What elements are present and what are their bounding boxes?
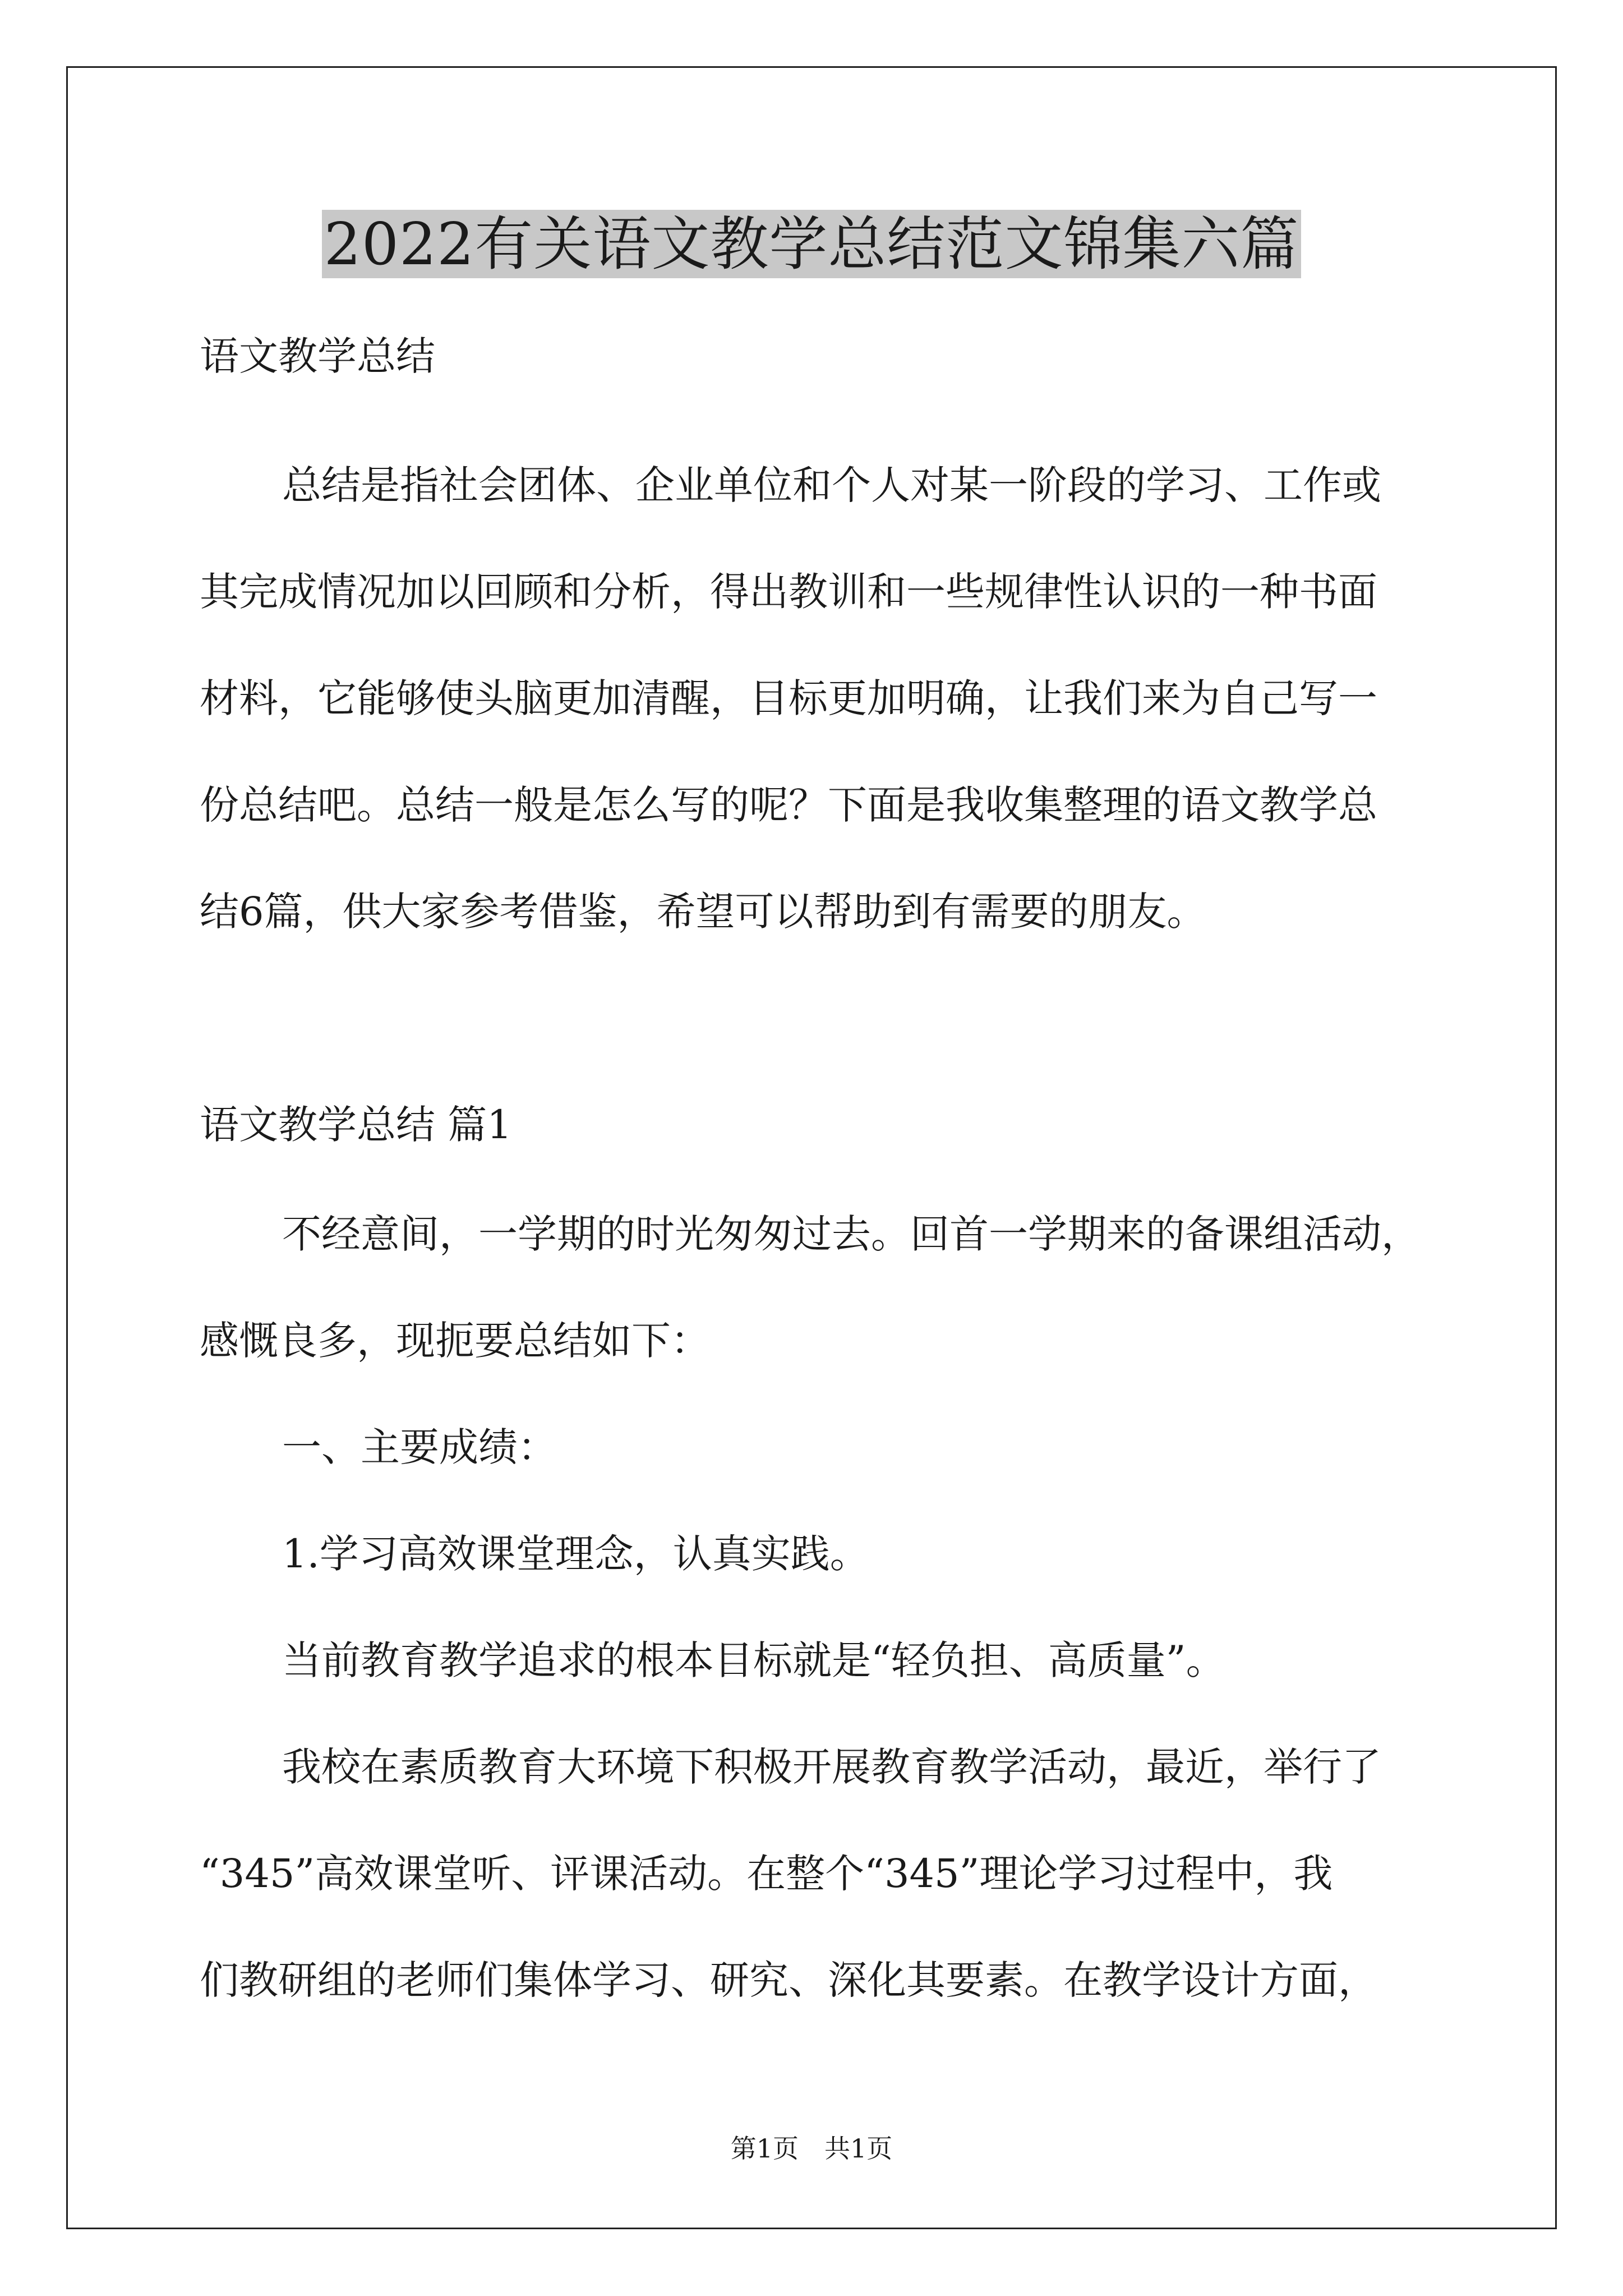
document-title — [0, 202, 1623, 286]
paragraph-line: 其完成情况加以回顾和分析，得出教训和一些规律性认识的一种书面 — [200, 569, 1377, 615]
paragraph-line: 当前教育教学追求的根本目标就是“轻负担、高质量”。 — [282, 1637, 1225, 1683]
paragraph-line: 1.学习高效课堂理念，认真实践。 — [282, 1531, 869, 1577]
paragraph-line: 份总结吧。总结一般是怎么写的呢？下面是我收集整理的语文教学总 — [200, 782, 1377, 828]
paragraph-line: 感慨良多，现扼要总结如下： — [200, 1318, 710, 1364]
paragraph-line: 不经意间，一学期的时光匆匆过去。回首一学期来的备课组活动， — [282, 1211, 1421, 1257]
paragraph-line: 材料，它能够使头脑更加清醒，目标更加明确，让我们来为自己写一 — [200, 675, 1377, 721]
paragraph-line: 一、主要成绩： — [282, 1424, 557, 1470]
section-heading: 语文教学总结 — [200, 333, 435, 379]
paragraph-line: “345”高效课堂听、评课活动。在整个“345”理论学习过程中，我 — [200, 1851, 1333, 1897]
page-footer: 第1页 共1页 — [730, 2133, 893, 2164]
document-title-text: 2022有关语文教学总结范文锦集六篇 — [322, 210, 1302, 278]
paragraph-line: 我校在素质教育大环境下积极开展教育教学活动，最近，举行了 — [282, 1744, 1381, 1790]
paragraph-line: 结6篇，供大家参考借鉴，希望可以帮助到有需要的朋友。 — [200, 889, 1206, 935]
paragraph-line: 们教研组的老师们集体学习、研究、深化其要素。在教学设计方面， — [200, 1957, 1377, 2003]
paragraph-line: 总结是指社会团体、企业单位和个人对某一阶段的学习、工作或 — [282, 462, 1381, 508]
section-heading: 语文教学总结 篇1 — [200, 1102, 512, 1148]
